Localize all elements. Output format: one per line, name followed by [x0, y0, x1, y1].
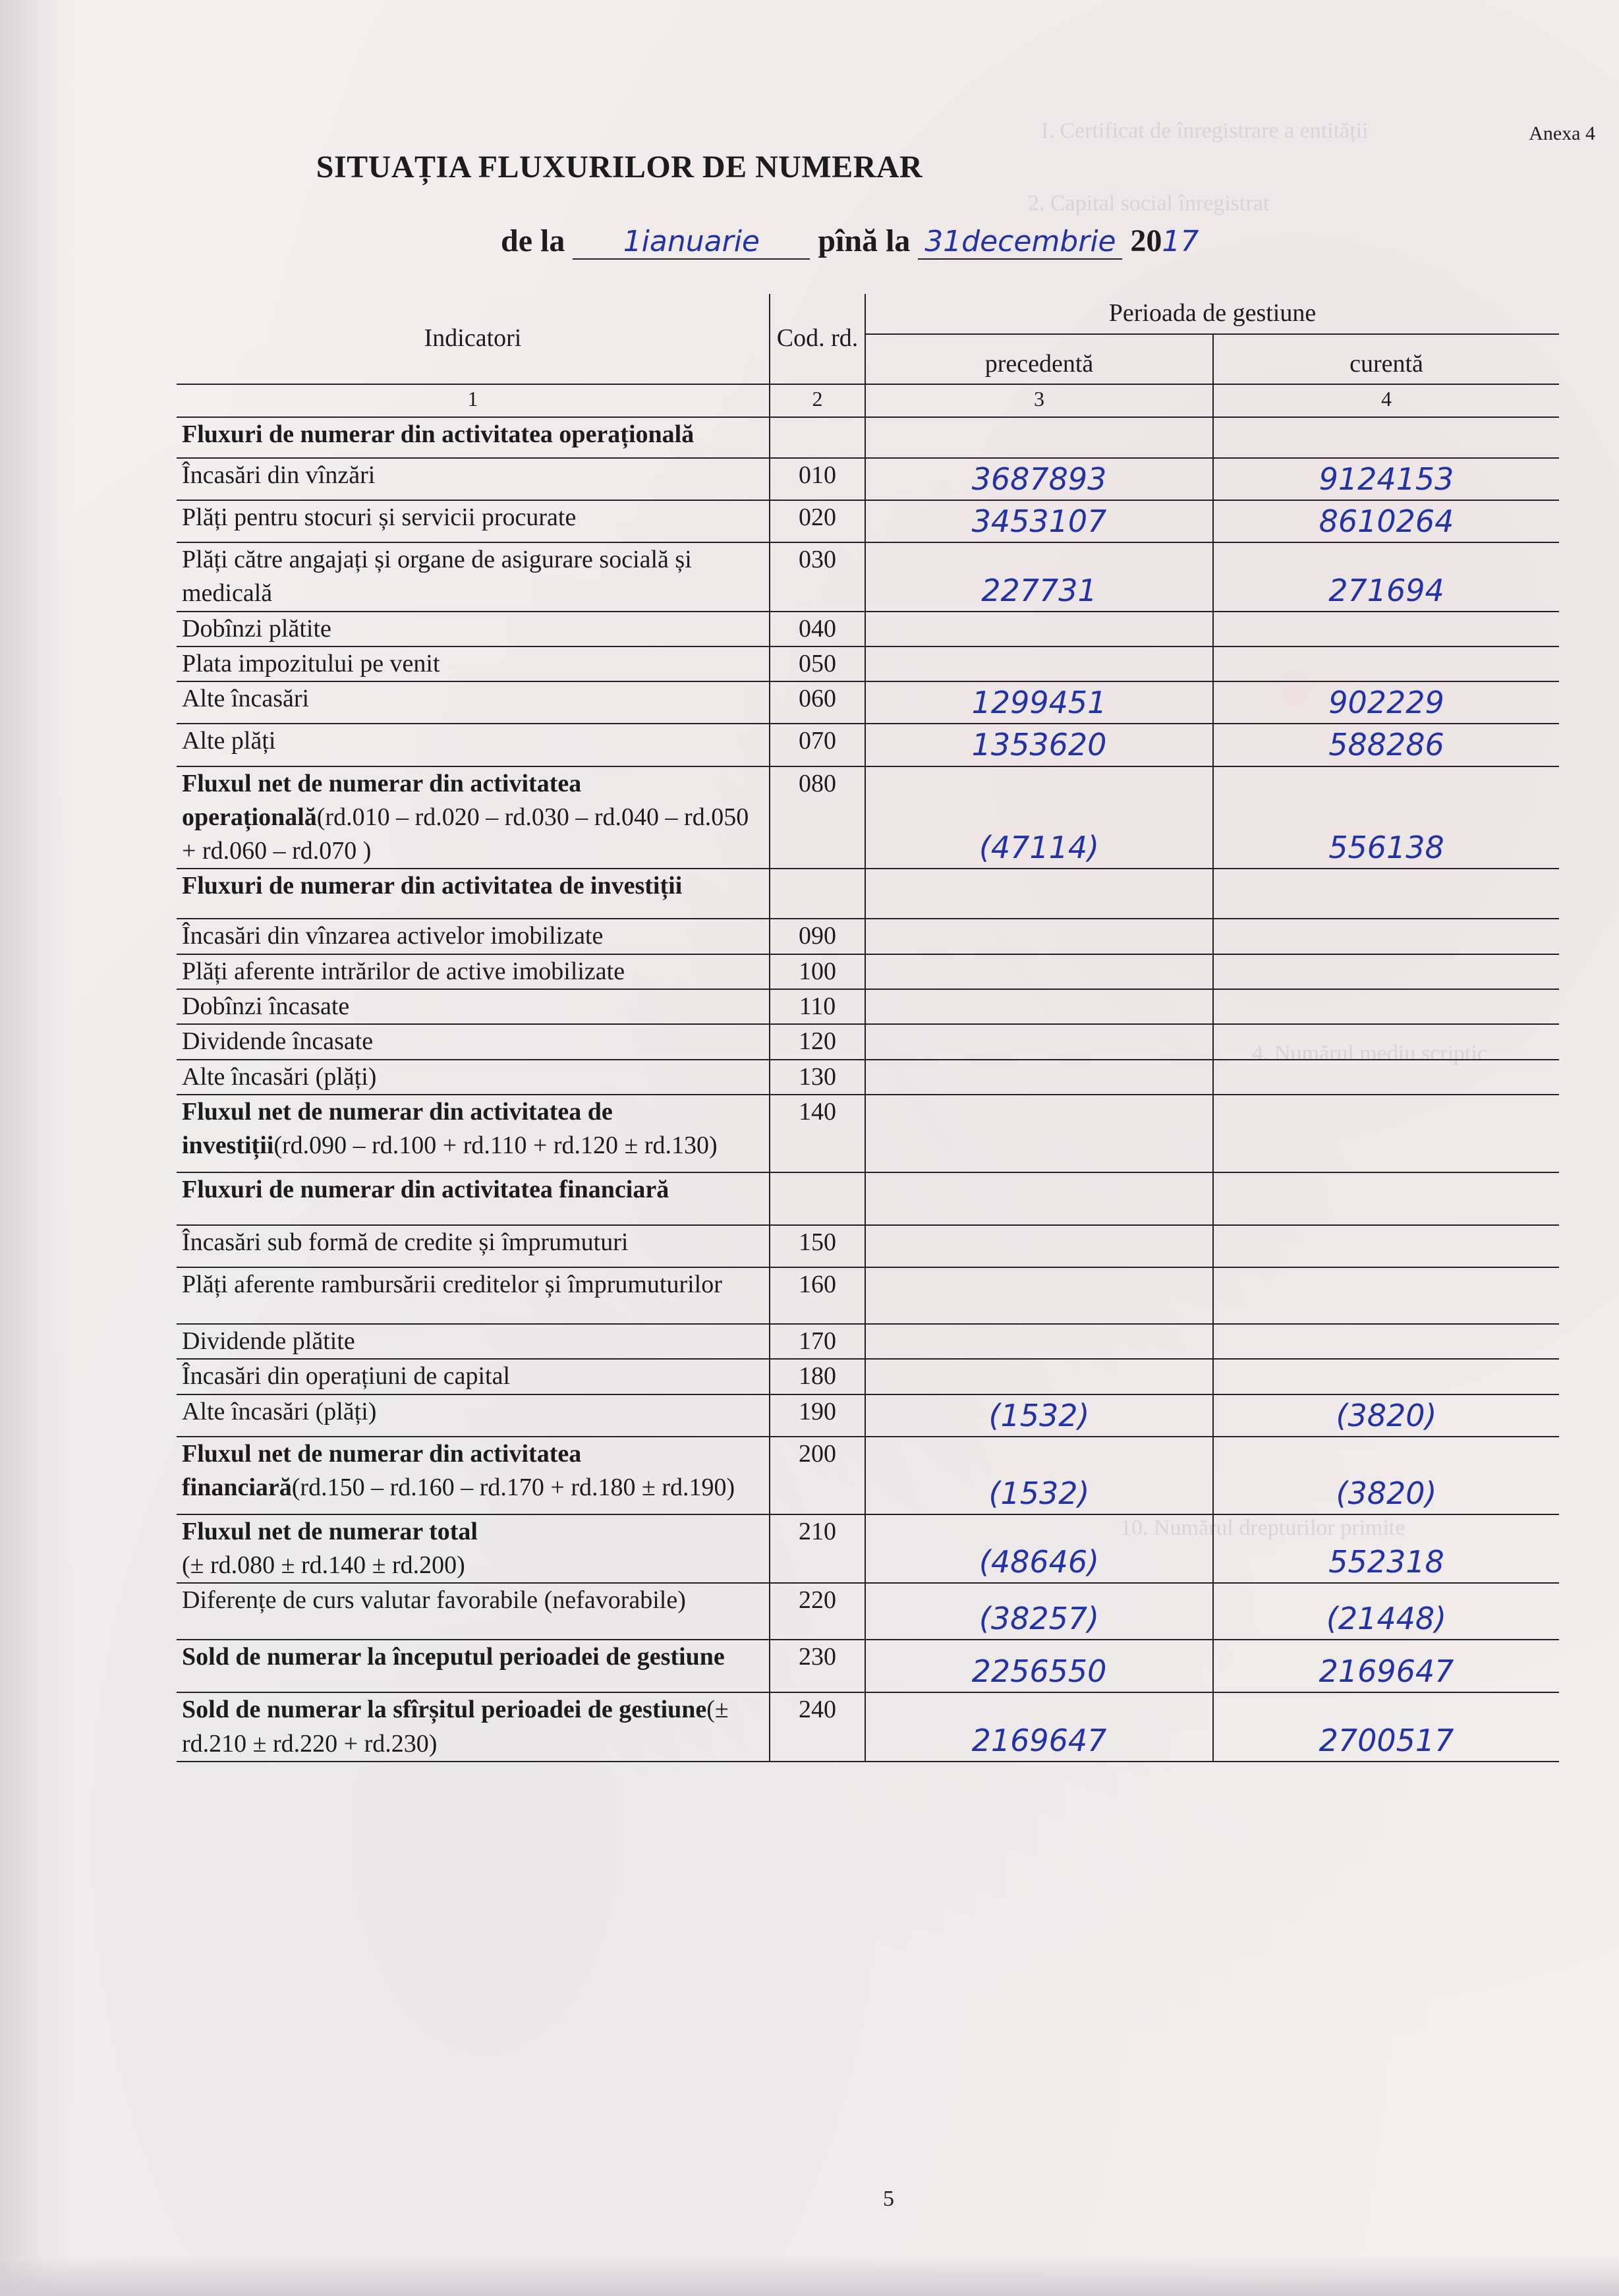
table-row	[177, 646, 1559, 681]
current-period-value	[1213, 954, 1559, 989]
indicator-cell	[177, 989, 770, 1024]
current-period-value: 9124153	[1213, 458, 1559, 500]
row-code: 240	[770, 1692, 865, 1762]
current-period-value: 588286	[1213, 724, 1559, 766]
col-index: 4	[1213, 384, 1559, 417]
table-row	[177, 1437, 1559, 1514]
indicator-label: Fluxul net de numerar din activitatea operațională	[182, 769, 582, 831]
indicator-label: Încasări din vînzarea activelor imobilizate	[182, 922, 604, 950]
row-code: 050	[770, 646, 865, 681]
row-code: 210	[770, 1514, 865, 1584]
row-code: 140	[770, 1095, 865, 1172]
table-row	[177, 1692, 1559, 1762]
indicator-label: Dividende încasate	[182, 1027, 374, 1056]
previous-period-value	[865, 989, 1213, 1024]
row-code: 040	[770, 612, 865, 646]
indicator-cell	[177, 1437, 770, 1514]
indicator-cell	[177, 417, 770, 458]
row-code: 090	[770, 919, 865, 954]
indicator-cell	[177, 1060, 770, 1095]
indicator-label: Sold de numerar la sfîrșitul perioadei de gestiune	[182, 1696, 707, 1724]
indicator-label: Dividende plătite	[182, 1327, 355, 1355]
indicator-cell	[177, 1640, 770, 1692]
bleed-through-text: 2. Capital social înregistrat	[1028, 191, 1270, 215]
indicator-cell	[177, 458, 770, 500]
indicator-cell	[177, 724, 770, 766]
col-index: 3	[865, 384, 1213, 417]
table-row	[177, 954, 1559, 989]
table-row	[177, 989, 1559, 1024]
row-code: 080	[770, 766, 865, 869]
current-period-value	[1213, 1095, 1559, 1172]
indicator-label: Sold de numerar la începutul perioadei de gestiune	[182, 1643, 725, 1671]
previous-period-value	[865, 1172, 1213, 1225]
row-code: 150	[770, 1225, 865, 1267]
row-code: 120	[770, 1024, 865, 1059]
from-date-handwritten: 1ianuarie	[573, 225, 810, 260]
row-code: 070	[770, 724, 865, 766]
current-period-value: 552318	[1213, 1514, 1559, 1584]
table-body	[177, 417, 1559, 1762]
table-row	[177, 724, 1559, 766]
previous-period-value	[865, 954, 1213, 989]
current-period-value	[1213, 919, 1559, 954]
table-row	[177, 766, 1559, 869]
table-row	[177, 612, 1559, 646]
row-code: 110	[770, 989, 865, 1024]
current-period-value: 8610264	[1213, 500, 1559, 542]
indicator-label: Alte încasări (plăți)	[182, 1062, 377, 1091]
previous-period-value	[865, 612, 1213, 646]
current-period-value: (3820)	[1213, 1394, 1559, 1437]
row-code: 200	[770, 1437, 865, 1514]
indicator-label: Fluxul net de numerar din activitatea de investiții	[182, 1097, 613, 1160]
indicator-label: Plăți pentru stocuri și servicii procurate	[182, 503, 577, 532]
previous-period-value: (38257)	[865, 1583, 1213, 1640]
current-period-value	[1213, 1359, 1559, 1394]
table-row	[177, 869, 1559, 919]
annex-label: Anexa 4	[1529, 123, 1595, 144]
row-code	[770, 869, 865, 919]
previous-period-value	[865, 1060, 1213, 1095]
indicator-label: Alte plăți	[182, 727, 276, 755]
current-period-value: 2169647	[1213, 1640, 1559, 1692]
col-header-period: Perioada de gestiune	[865, 294, 1559, 334]
current-period-value	[1213, 612, 1559, 646]
indicator-cell	[177, 1267, 770, 1324]
previous-period-value	[865, 1267, 1213, 1324]
previous-period-value: 1299451	[865, 681, 1213, 724]
indicator-label: Dobînzi plătite	[182, 614, 331, 643]
previous-period-value	[865, 1024, 1213, 1059]
to-label: pînă la	[818, 223, 911, 258]
row-code	[770, 417, 865, 458]
current-period-value: 902229	[1213, 681, 1559, 724]
indicator-label: Încasări din operațiuni de capital	[182, 1362, 511, 1391]
indicator-label: Încasări din vînzări	[182, 461, 376, 489]
indicator-label: Dobînzi încasate	[182, 992, 350, 1021]
row-code: 130	[770, 1060, 865, 1095]
cash-flow-table	[177, 294, 1559, 1762]
previous-period-value	[865, 1359, 1213, 1394]
previous-period-value	[865, 1225, 1213, 1267]
row-code: 100	[770, 954, 865, 989]
indicator-cell	[177, 1225, 770, 1267]
table-row	[177, 1225, 1559, 1267]
row-code: 180	[770, 1359, 865, 1394]
current-period-value: 271694	[1213, 542, 1559, 612]
current-period-value	[1213, 1060, 1559, 1095]
indicator-formula: (rd.090 – rd.100 + rd.110 + rd.120 ± rd.130)	[273, 1132, 718, 1160]
previous-period-value: 1353620	[865, 724, 1213, 766]
indicator-cell	[177, 766, 770, 869]
indicator-label: Fluxuri de numerar din activitatea operațională	[182, 420, 695, 448]
indicator-cell	[177, 1394, 770, 1437]
indicator-cell	[177, 1024, 770, 1059]
indicator-cell	[177, 1359, 770, 1394]
col-index: 1	[177, 384, 770, 417]
previous-period-value	[865, 1095, 1213, 1172]
previous-period-value	[865, 417, 1213, 458]
indicator-formula: (± rd.210 ± rd.220 + rd.230)	[182, 1696, 729, 1758]
year-suffix-handwritten: 17	[1162, 225, 1199, 258]
indicator-cell	[177, 869, 770, 919]
current-period-value	[1213, 869, 1559, 919]
bleed-through-text: I. Certificat de înregistrare a entității	[1041, 119, 1369, 143]
indicator-label: Plăți către angajați și organe de asigurare socială și medicală	[182, 546, 692, 608]
current-period-value	[1213, 417, 1559, 458]
table-row	[177, 458, 1559, 500]
period-line	[501, 223, 1199, 260]
indicator-cell	[177, 954, 770, 989]
row-code: 010	[770, 458, 865, 500]
col-header-current: curentă	[1213, 334, 1559, 384]
indicator-formula: (rd.150 – rd.160 – rd.170 + rd.180 ± rd.190)	[291, 1473, 735, 1501]
indicator-cell	[177, 1172, 770, 1225]
row-code: 060	[770, 681, 865, 724]
previous-period-value: 3453107	[865, 500, 1213, 542]
current-period-value: 2700517	[1213, 1692, 1559, 1762]
row-code: 220	[770, 1583, 865, 1640]
indicator-label: Plata impozitului pe venit	[182, 650, 440, 678]
indicator-cell	[177, 500, 770, 542]
current-period-value: (3820)	[1213, 1437, 1559, 1514]
previous-period-value	[865, 869, 1213, 919]
indicator-label: Alte încasări (plăți)	[182, 1397, 377, 1425]
col-header-code: Cod. rd.	[770, 294, 865, 384]
table-row	[177, 1172, 1559, 1225]
table-row	[177, 542, 1559, 612]
col-header-previous: precedentă	[865, 334, 1213, 384]
previous-period-value: 3687893	[865, 458, 1213, 500]
indicator-formula: (± rd.080 ± rd.140 ± rd.200)	[182, 1551, 465, 1579]
table-row	[177, 1514, 1559, 1584]
table-row	[177, 417, 1559, 458]
current-period-value	[1213, 1024, 1559, 1059]
row-code: 230	[770, 1640, 865, 1692]
row-code: 190	[770, 1394, 865, 1437]
current-period-value	[1213, 1172, 1559, 1225]
previous-period-value: 2169647	[865, 1692, 1213, 1762]
previous-period-value	[865, 646, 1213, 681]
page-number: 5	[883, 2187, 894, 2211]
page-edge-shadow	[0, 0, 72, 2296]
table-row	[177, 1267, 1559, 1324]
indicator-label: Plăți aferente rambursării creditelor și împrumuturilor	[182, 1270, 722, 1298]
indicator-cell	[177, 542, 770, 612]
indicator-cell	[177, 919, 770, 954]
row-code	[770, 1172, 865, 1225]
row-code: 020	[770, 500, 865, 542]
page-bottom-shadow	[0, 2256, 1619, 2296]
previous-period-value: (1532)	[865, 1394, 1213, 1437]
indicator-cell	[177, 681, 770, 724]
row-code: 170	[770, 1324, 865, 1359]
indicator-cell	[177, 646, 770, 681]
table-row	[177, 1095, 1559, 1172]
indicator-label: Alte încasări	[182, 685, 310, 713]
previous-period-value: (1532)	[865, 1437, 1213, 1514]
indicator-cell	[177, 612, 770, 646]
table-row	[177, 500, 1559, 542]
indicator-cell	[177, 1095, 770, 1172]
indicator-cell	[177, 1514, 770, 1584]
row-code: 030	[770, 542, 865, 612]
previous-period-value: (47114)	[865, 766, 1213, 869]
row-code: 160	[770, 1267, 865, 1324]
year-prefix: 20	[1130, 223, 1162, 258]
previous-period-value	[865, 1324, 1213, 1359]
bleed-through-text: 4. Numărul mediu scriptic	[1252, 1041, 1487, 1066]
current-period-value	[1213, 646, 1559, 681]
current-period-value	[1213, 989, 1559, 1024]
indicator-label: Fluxul net de numerar total	[182, 1517, 478, 1545]
indicator-label: Fluxuri de numerar din activitatea de investiții	[182, 872, 683, 900]
current-period-value: (21448)	[1213, 1583, 1559, 1640]
table-row	[177, 1359, 1559, 1394]
table-row	[177, 681, 1559, 724]
indicator-formula: (rd.010 – rd.020 – rd.030 – rd.040 – rd.050 + rd.060 – rd.070 )	[182, 803, 749, 865]
table-row	[177, 1024, 1559, 1059]
table-row	[177, 1324, 1559, 1359]
indicator-label: Diferențe de curs valutar favorabile (nefavorabile)	[182, 1586, 686, 1615]
page-title: SITUAȚIA FLUXURILOR DE NUMERAR	[316, 150, 923, 185]
current-period-value	[1213, 1324, 1559, 1359]
indicator-cell	[177, 1583, 770, 1640]
previous-period-value: 227731	[865, 542, 1213, 612]
col-header-indicators: Indicatori	[177, 294, 770, 384]
from-label: de la	[501, 223, 565, 258]
table-row	[177, 1583, 1559, 1640]
indicator-label: Fluxul net de numerar din activitatea financiară	[182, 1439, 582, 1501]
bleed-through-text: 10. Numărul drepturilor primite	[1120, 1516, 1406, 1540]
indicator-label: Încasări sub formă de credite și împrumuturi	[182, 1228, 629, 1256]
table-row	[177, 1640, 1559, 1692]
indicator-label: Fluxuri de numerar din activitatea financiară	[182, 1175, 669, 1203]
indicator-cell	[177, 1692, 770, 1762]
previous-period-value	[865, 919, 1213, 954]
indicator-label: Plăți aferente intrărilor de active imobilizate	[182, 957, 625, 985]
current-period-value	[1213, 1225, 1559, 1267]
to-date-handwritten: 31decembrie	[918, 225, 1122, 260]
col-index: 2	[770, 384, 865, 417]
previous-period-value: 2256550	[865, 1640, 1213, 1692]
table-row	[177, 1060, 1559, 1095]
previous-period-value: (48646)	[865, 1514, 1213, 1584]
table-row	[177, 919, 1559, 954]
current-period-value	[1213, 1267, 1559, 1324]
indicator-cell	[177, 1324, 770, 1359]
current-period-value: 556138	[1213, 766, 1559, 869]
table-row	[177, 1394, 1559, 1437]
